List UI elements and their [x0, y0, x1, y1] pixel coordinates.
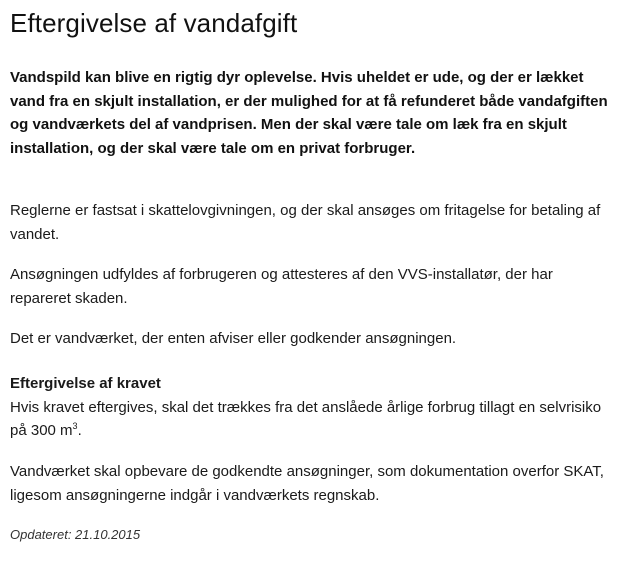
updated-date: Opdateret: 21.10.2015	[10, 527, 141, 542]
paragraph-application: Ansøgningen udfyldes af forbrugeren og attesteres af den VVS-installatør, der har repareret skaden.	[10, 266, 553, 307]
section-heading: Eftergivelse af kravet	[10, 375, 161, 392]
paragraph-waterworks-decision: Det er vandværket, der enten afviser eller godkender ansøgningen.	[10, 330, 457, 347]
section-text-main: Hvis kravet eftergives, skal det trækkes fra det anslåede årlige forbrug tillagt en selvrisiko på 300 m	[10, 398, 602, 439]
section-text-end: .	[77, 422, 82, 439]
paragraph-rules: Reglerne er fastsat i skattelovgivningen, og der skal ansøges om fritagelse for betaling af vandet.	[10, 202, 601, 243]
page-title: Eftergivelse af vandafgift	[10, 8, 298, 38]
section-remission	[10, 372, 610, 443]
paragraph-documentation: Vandværket skal opbevare de godkendte ansøgninger, som dokumentation overfor SKAT, ligesom ansøgningerne indgår i vandværkets regnskab.	[10, 463, 604, 504]
section-text	[10, 399, 601, 440]
cubic-superscript: 3	[72, 421, 78, 431]
lead-paragraph: Vandspild kan blive en rigtig dyr oplevelse. Hvis uheldet er ude, og der er lækket vand fra en skjult installation, er der mulighed for at få refunderet både vandafgiften og vandværkets del af vandprisen. Men der skal være tale om læk fra en skjult installation, og der skal være tale om en privat forbruger.	[10, 69, 608, 157]
